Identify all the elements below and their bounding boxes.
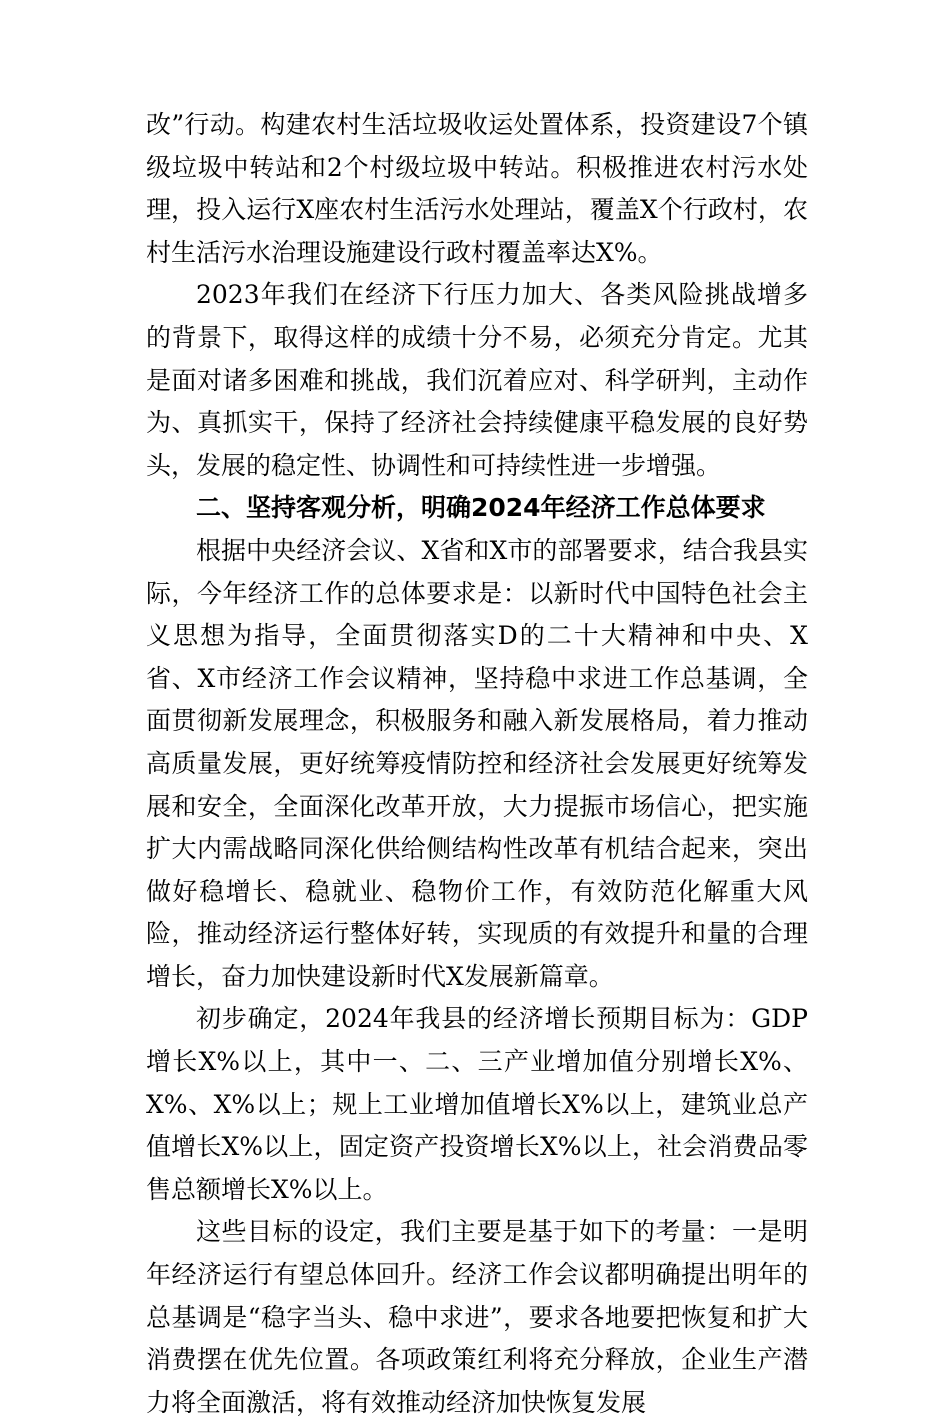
paragraph-2023-summary: 2023年我们在经济下行压力加大、各类风险挑战增多的背景下，取得这样的成绩十分不易，必须充分肯定。尤其是面对诸多困难和挑战，我们沉着应对、科学研判，主动作为、真抓实干，保持了经济社会持续健康平稳发展的良好势头，发展的稳定性、协调性和可持续性进一步增强。 bbox=[146, 280, 808, 480]
paragraph-rural-waste: 改”行动。构建农村生活垃圾收运处置体系，投资建设7个镇级垃圾中转站和2个村级垃圾中转站。积极推进农村污水处理，投入运行X座农村生活污水处理站，覆盖X个行政村，农村生活污水治理设施建设行政村覆盖率达X%。 bbox=[146, 110, 808, 267]
paragraph-target-considerations: 这些目标的设定，我们主要是基于如下的考量：一是明年经济运行有望总体回升。经济工作会议都明确提出明年的总基调是“稳字当头、稳中求进”，要求各地要把恢复和扩大消费摆在优先位置。各项政策红利将充分释放，企业生产潜力将全面激活，将有效推动经济加快恢复发展 bbox=[146, 1217, 808, 1417]
paragraph-growth-targets: 初步确定，2024年我县的经济增长预期目标为：GDP增长X%以上，其中一、二、三产业增加值分别增长X%、X%、X%以上；规上工业增加值增长X%以上，建筑业总产值增长X%以上，固定资产投资增长X%以上，社会消费品零售总额增长X%以上。 bbox=[146, 1004, 808, 1204]
section-heading-2024-requirements: 二、坚持客观分析，明确2024年经济工作总体要求 bbox=[196, 493, 766, 523]
paragraph-overall-requirements: 根据中央经济会议、X省和X市的部署要求，结合我县实际，今年经济工作的总体要求是：以新时代中国特色社会主义思想为指导，全面贯彻落实D的二十大精神和中央、X省、X市经济工作会议精神，坚持稳中求进工作总基调，全面贯彻新发展理念，积极服务和融入新发展格局，着力推动高质量发展，更好统筹疫情防控和经济社会发展更好统筹发展和安全，全面深化改革开放，大力提振市场信心，把实施扩大内需战略同深化供给侧结构性改革有机结合起来，突出做好稳增长、稳就业、稳物价工作，有效防范化解重大风险，推动经济运行整体好转，实现质的有效提升和量的合理增长，奋力加快建设新时代X发展新篇章。 bbox=[146, 535, 808, 991]
document-body bbox=[146, 104, 808, 1424]
